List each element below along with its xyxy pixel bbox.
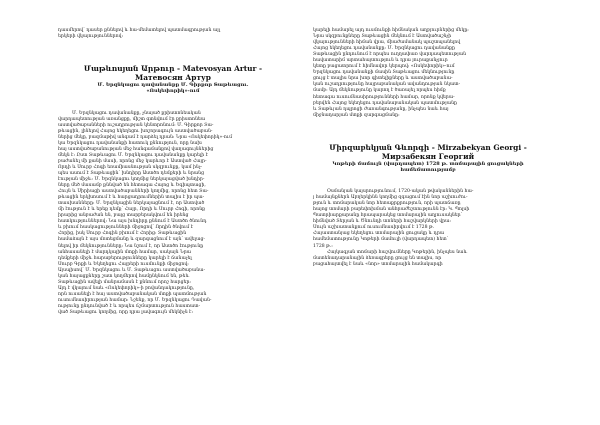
body-line: կան ուշադրությունը հայրաբանական ավանդության նկատ- — [313, 82, 461, 88]
body-line: ցույց է տալիս նրա խոր գիտելիքները և աստվածաբանա- — [313, 76, 453, 82]
body-line: կետը բացատրում է հիմնավոր կերպով: «Ոսկեփորիկ»-ում — [313, 64, 455, 70]
body-line: Այսպիսով՝ Մ. Երզնկացու և Մ. Տաթևացու աստվածաբանա- — [58, 267, 206, 273]
article-title-line: «Ոսկեփորիկ»-ում — [146, 88, 200, 95]
body-line: թևացին երկխոսում է և հարցադրումներին տալիս է իր պա- — [58, 195, 205, 201]
body-line: դեմքերի միջև հարաբերությունները կարելի է ճանաչել — [58, 255, 192, 261]
body-line: մամբ: Այդ մեկնությունը կարող է ծառայել որպես հիմք — [313, 88, 446, 94]
body-line: Օսմանյան կայսրությունում, 1720-ական թվականներին հա- — [327, 189, 474, 195]
article-title-line: Մ. Երզնկացու դավանանքը Մ. Գիրքոր Տաթևացու. — [97, 82, 249, 89]
intro-line: երկերի վկայություններով: — [58, 34, 124, 40]
body-line: նելով իր մեկնությունները: Նա նշում է, որ Աստծո էությունը — [58, 243, 204, 249]
body-line: համեմատությունը Կոթերի մամուլի (վարդապետ) հետ՝ — [313, 237, 449, 243]
body-line: Երզնկացու դավանանքի մասին Տաթևացու մեկնությունը — [313, 70, 455, 76]
body-line: Սուրբ Գրքի և Եկեղեցու Հայրերի ուսմունքի միջոցով: — [58, 261, 189, 267]
body-line: կա Երզնկացու դավանանքի հատուկ քննություն, որը նախ — [58, 140, 202, 146]
author-name-ru: Мирзабекян Георгий — [381, 151, 475, 161]
body-line: Նրա սկզբունքները Տաթևացին մեկնում է Աստվածաշնչի — [313, 34, 452, 40]
intro-line: դասմերով՝ դասեր քննելով և հա-մեմատելով պատմագրության այլ — [58, 28, 221, 33]
body-line: հայոց տոմարի բարեփոխման անհրաժեշտությունն էր: Կ. Պոլսի — [313, 207, 470, 213]
author-name-line: Միրզաբեկյան Գևորգի - Mirzabekyan Georgi - — [329, 142, 527, 152]
article-heading-right — [313, 143, 543, 173]
body-line: բերվեն Հայոց եկեղեցու դավանաբանական պատմությանը — [313, 100, 457, 106]
body-line: անհասանելի է մարդկային մտքի համար, սակայն Նրա — [58, 249, 192, 255]
body-line: որն ուսանելի է հայ աստվածաբանական մտքի պատմության — [58, 291, 207, 297]
left-column — [58, 28, 288, 316]
body-line: Հորից, իսկ Սուրբ Հոգին բխում է Հորից: Տաթևացին — [58, 231, 187, 237]
body-line: թյուն և տոմարական նոր հետաքրքրություն, որի պատճառը — [313, 201, 461, 207]
article-heading-left — [58, 64, 288, 94]
body-line: հատկություններով: Նա այս խնդիրը քննում է Աստծո ծնունդ — [58, 219, 207, 225]
body-line: վկայությունների հիման վրա, միաժամանակ պաշտպանելով — [313, 40, 461, 46]
body-line: Հայկագյան տոմարի հաշվումները Կոթերին, ինչպես նաև — [327, 249, 468, 255]
body-line: Տաթևացին ավելի մանրամասն է քննում որոշ հարցեր: — [58, 279, 191, 285]
body-line: ները մեծ մասամբ քննված են հետագա Հայոց և Եգիպտացի, — [58, 183, 206, 189]
body-line: համաձայն է այս մոտեցմանը և զարգացնում է այն՝ ավելաց- — [58, 237, 205, 243]
body-line: կարելի համարել այդ ուսմունքի հիմնական աղբյուրներից մեկը: — [313, 28, 469, 33]
body-line: աստվածաբանների ուշադրության կենտրոնում: Մ. Գիրքոր Տա- — [58, 122, 214, 128]
body-line: պես ասում է Տաթևացին՝ խնդիրը Աստծո դեմքերի և նրանց — [58, 170, 205, 176]
body-line: Այդ է վկայում նաև «Ոսկեփորիկ»-ի բովանդակությունը, — [58, 285, 195, 291]
body-line: Սույն աշխատանքում ուսումնասիրվում է 1728 թ. — [313, 225, 435, 231]
body-line: Մ. Երզնկացու դավանանքը, չնայած քրիստոնեական — [72, 110, 201, 116]
body-line: էության միջև: Մ. Երզնկացու կողմից ներկայացված խնդիր- — [58, 177, 205, 183]
body-line: կան հայացքները շատ կողմերով համընկնում են, թեև — [58, 273, 190, 279]
body-line: հայ աստվածաբանության մեջ հանգամանքով վաղագույններից — [58, 146, 214, 152]
body-line: և բխում հասկացությունների միջոցով՝ Որդին ծնվում է — [58, 225, 194, 231]
body-line: Հույն և Սիրիացի աստվածաբանների կողմից, որոնց հետ Տա- — [58, 189, 209, 195]
body-line: ությունը ընդունված է և որպես ճշմարտություն հաստատ- — [58, 304, 201, 309]
body-line: Հայաստանյաց եկեղեցու տոմարային ցուցակը և դրա — [313, 231, 445, 237]
body-text-right-bottom — [313, 189, 543, 268]
body-line: 1728 թ.: — [313, 243, 333, 249]
body-line: բացահայտվել է նաև «նոր» տոմարային համակարգի — [313, 261, 443, 267]
body-line: հիմնված Տերյան և Ծնունդի տոների հաշվարկների վրա: — [313, 219, 451, 225]
body-line: Հայոց եկեղեցու դավանանքը: Մ. Երզնկացու դավանանքը — [313, 46, 455, 52]
body-text-left — [58, 111, 288, 317]
body-line: հավատարիմ արտահայտություն և դրա յուրաքանչյուր — [313, 58, 448, 64]
right-column — [313, 28, 543, 268]
body-line: յ համայնքներն Աբղերկինն կողմից զգացում էին նոր աշխուժու- — [313, 195, 468, 201]
article-title-line: համեմատությամբ — [400, 166, 456, 173]
body-line: Որդի և Սուրբ Հոգի եռամիասնության սկզբունքը, կամ ինչ- — [58, 164, 203, 170]
body-line: իրարից անբաժան են, բայց տարբերակվում են իրենց — [58, 213, 189, 219]
author-name-ru: Матевосян Артур — [135, 73, 211, 83]
body-line: միջնադարյան մտքի զարգացմանը: — [313, 112, 400, 118]
body-line: հետագա ուսումնասիրությունների համար, որոնք կվերա- — [313, 94, 455, 100]
body-line: մի էություն է և երեք դեմք՝ Հայր, Որդի և Սուրբ Հոգի, որոնք — [58, 207, 206, 213]
body-line: մեկն է: Ըստ Տաթևացու Մ. Երզնկացու դավանանքը կարելի է — [58, 152, 208, 158]
body-line: մատենադարանային ձեռագրերը ցույց են տալիս, որ — [313, 255, 442, 261]
body-line: ներից մեկը, բազմաթիվ անգամ է դարձել դրան: Նրա «Ոսկեփորիկ»-ում — [58, 134, 233, 140]
body-text-right-top — [313, 28, 543, 119]
body-line: ված Տաթևացու կողմից, որը դրա լավագույն մեկնիչն է: — [58, 310, 194, 316]
body-line: Տաթևացին ընդունում է որպես ուղղափառ վարդապետության — [313, 52, 467, 58]
body-line: ուսումնասիրության համար: Նշենք, որ Մ. Երզնկացու Դավան- — [58, 297, 212, 303]
body-line: տասխանները: Մ. Երզնկացին ներկայացնում է, որ Աստված — [58, 201, 205, 207]
body-line: վարդապետության առանցքը, միշտ գտնվում էր քրիստոնեա — [58, 116, 206, 122]
article-title-line: Կոթերի մամուլն (վարդապետ) 1728 թ. տոմարային ցուցակների — [332, 160, 524, 167]
body-line: բաժանել մի քանի մասի, որոնց մեջ կարևոր է Աստված Հայր- — [58, 158, 207, 164]
body-line: Պատրիարքարանը հրապարակեց տոմարային աղյուսակներ՝ — [313, 213, 463, 219]
body-line: և Տաթևյան դպրոցի ժառանգությանը, ինչպես նաև հայ — [313, 106, 449, 112]
author-name-line: Մաթևոսյան Արթուր - Matevosyan Artur - — [83, 64, 263, 74]
body-line: թևացին, լինելով Հայոց եկեղեցու խոշորագույն աստվածաբան- — [58, 128, 213, 134]
